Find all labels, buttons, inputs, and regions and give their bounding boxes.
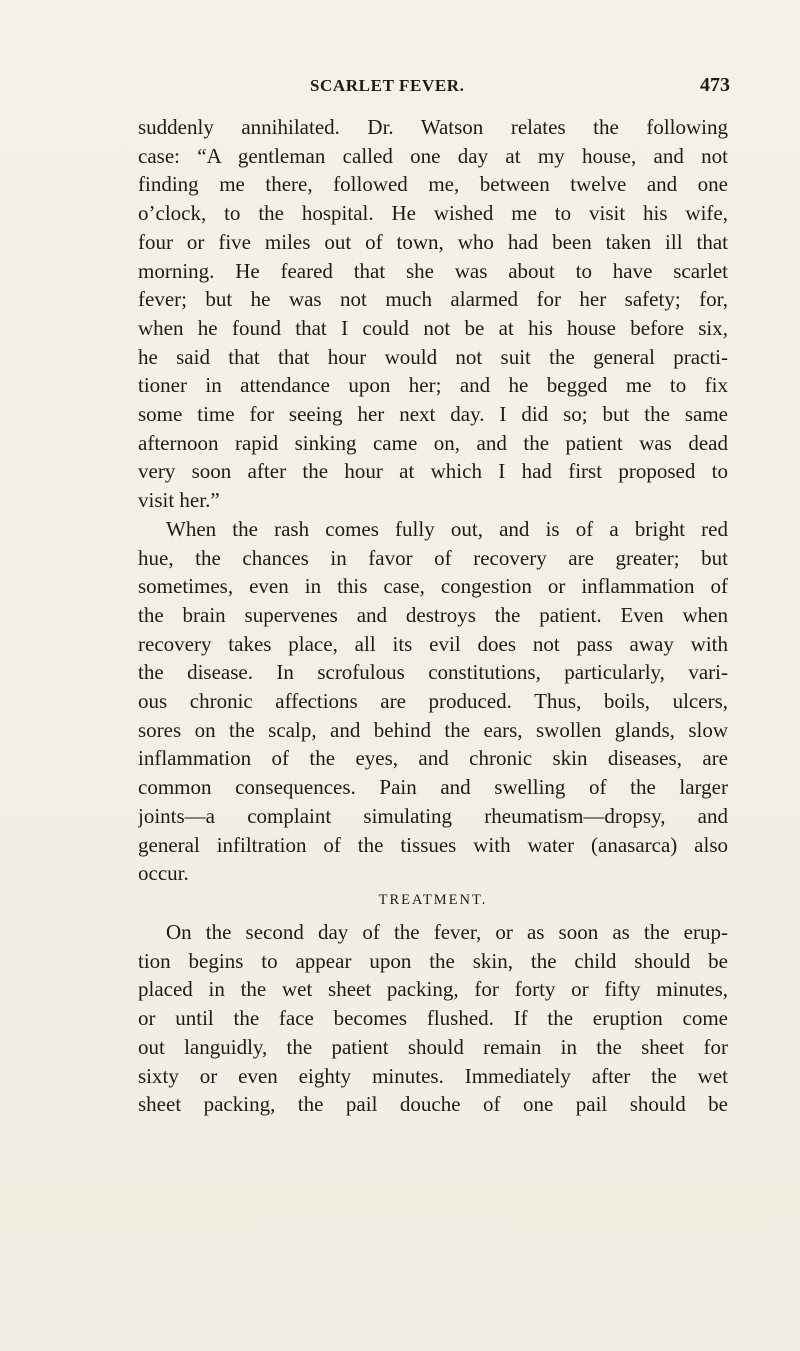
text-line: o’clock, to the hospital. He wished me to visit his wife, <box>138 201 728 226</box>
text-line: hue, the chances in favor of recovery are greater; but <box>138 545 728 570</box>
text-line: On the second day of the fever, or as soon as the erup- <box>166 919 728 944</box>
text-line: afternoon rapid sinking came on, and the patient was dead <box>138 430 728 455</box>
text-line: very soon after the hour at which I had first proposed to <box>138 459 728 484</box>
running-title: SCARLET FEVER. <box>310 76 465 95</box>
text-line: the disease. In scrofulous constitutions, particularly, vari- <box>138 660 728 685</box>
text-line: fever; but he was not much alarmed for her safety; for, <box>138 287 728 312</box>
text-line: he said that that hour would not suit the general practi- <box>138 344 728 369</box>
text-line: When the rash comes fully out, and is of a bright red <box>166 516 728 541</box>
text-line: four or five miles out of town, who had been taken ill that <box>138 229 728 254</box>
text-line: tion begins to appear upon the skin, the child should be <box>138 948 728 973</box>
body-text <box>138 113 728 1119</box>
text-line: the brain supervenes and destroys the patient. Even when <box>138 602 728 627</box>
paragraph-treatment <box>138 918 728 1119</box>
text-line: joints—a complaint simulating rheumatism—dropsy, and <box>138 803 728 828</box>
text-line: sores on the scalp, and behind the ears, swollen glands, slow <box>138 717 728 742</box>
text-line: visit her.” <box>138 488 220 513</box>
paragraph-watson-case <box>138 113 728 515</box>
text-line: sheet packing, the pail douche of one pail should be <box>138 1092 728 1117</box>
text-line: occur. <box>138 861 189 886</box>
text-line: morning. He feared that she was about to have scarlet <box>138 258 728 283</box>
text-line: ous chronic affections are produced. Thus, boils, ulcers, <box>138 689 728 714</box>
running-head <box>310 76 730 100</box>
text-line: finding me there, followed me, between twelve and one <box>138 172 728 197</box>
text-line: inflammation of the eyes, and chronic skin diseases, are <box>138 746 728 771</box>
text-line: or until the face becomes flushed. If the eruption come <box>138 1006 728 1031</box>
paragraph-rash <box>138 515 728 888</box>
text-line: tioner in attendance upon her; and he begged me to fix <box>138 373 728 398</box>
text-line: recovery takes place, all its evil does not pass away with <box>138 631 728 656</box>
section-heading-treatment: TREATMENT. <box>378 891 488 908</box>
text-line: sometimes, even in this case, congestion or inflammation of <box>138 574 728 599</box>
text-line: out languidly, the patient should remain in the sheet for <box>138 1034 728 1059</box>
text-line: general infiltration of the tissues with water (anasarca) also <box>138 832 728 857</box>
text-line: placed in the wet sheet packing, for forty or fifty minutes, <box>138 977 728 1002</box>
text-line: common consequences. Pain and swelling of the larger <box>138 775 728 800</box>
text-line: case: “A gentleman called one day at my house, and not <box>138 143 728 168</box>
page-number: 473 <box>700 74 730 96</box>
text-line: sixty or even eighty minutes. Immediately after the wet <box>138 1063 728 1088</box>
text-line: some time for seeing her next day. I did so; but the same <box>138 402 728 427</box>
text-line: when he found that I could not be at his house before six, <box>138 315 728 340</box>
text-line: suddenly annihilated. Dr. Watson relates the following <box>138 115 728 139</box>
